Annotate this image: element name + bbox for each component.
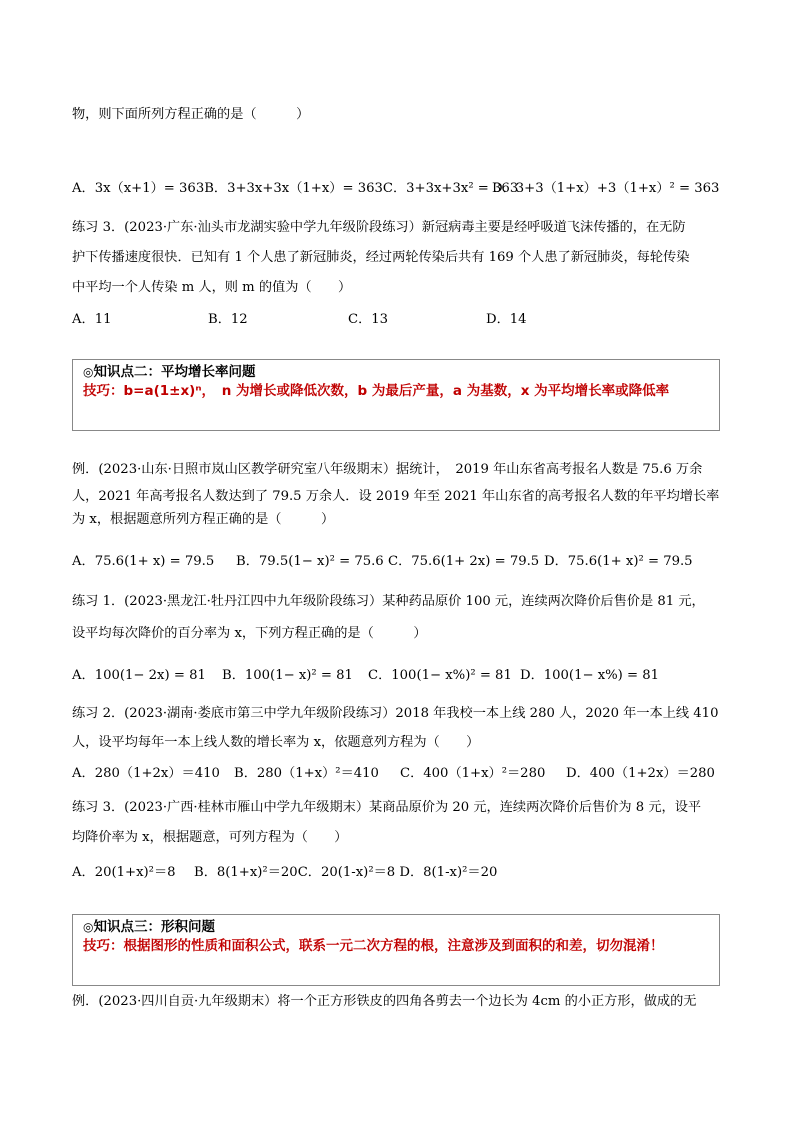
knowledge-heading: ◎知识点二：平均增长率问题	[83, 364, 256, 380]
exercise-3a-line-1: 练习 3．(2023·广东·汕头市龙湖实验中学九年级阶段练习）新冠病毒主要是经呼吸道飞沫传播的，在无防	[72, 220, 686, 235]
option-c: C．75.6(1+ 2x) = 79.5	[388, 554, 540, 569]
option-b: B．280（1+x）²＝410	[234, 766, 379, 781]
exercise-2-line-1: 练习 2．(2023·湖南·娄底市第三中学九年级阶段练习）2018 年我校一本上线 280 人，2020 年一本上线 410	[72, 706, 719, 721]
example-line-1: 例．(2023·山东·日照市岚山区教学研究室八年级期末）据统计， 2019 年山东省高考报名人数是 75.6 万余	[72, 462, 703, 477]
knowledge-box-2	[72, 359, 720, 431]
option-a: A．100(1− 2x) = 81	[72, 668, 206, 683]
circle-icon: ◎	[83, 365, 94, 379]
option-a: A．11	[72, 312, 112, 327]
option-d: D．100(1− x%) = 81	[520, 668, 660, 683]
tip-text: 技巧：根据图形的性质和面积公式，联系一元二次方程的根，注意涉及到面积的和差，切勿混淆！	[83, 938, 664, 954]
option-b-c-d: B．8(1+x)²＝20C．20(1-x)²＝8 D．8(1-x)²＝20	[194, 865, 498, 880]
knowledge-box-3	[72, 914, 720, 986]
option-c: C．100(1− x%)² = 81	[368, 668, 512, 683]
tip-text: 技巧：b=a(1±x)ⁿ， n 为增长或降低次数，b 为最后产量，a 为基数，x 为平均增长率或降低率	[83, 383, 670, 399]
option-d: D．400（1+2x）＝280	[566, 766, 715, 781]
exercise-1-line-1: 练习 1．(2023·黑龙江·牡丹江四中九年级阶段练习）某种药品原价 100 元，连续两次降价后售价是 81 元，	[72, 594, 705, 609]
option-b: B．79.5(1− x)² = 75.6	[236, 554, 384, 569]
knowledge-heading: ◎知识点三：形积问题	[83, 919, 215, 935]
option-a: A．75.6(1+ x) = 79.5	[72, 554, 215, 569]
option-d: D．14	[486, 312, 527, 327]
option-a: A．280（1+2x）＝410	[72, 766, 220, 781]
option-a: A．20(1+x)²＝8	[72, 865, 176, 880]
example-3-line-1: 例．(2023·四川自贡·九年级期末）将一个正方形铁皮的四角各剪去一个边长为 4cm 的小正方形，做成的无	[72, 994, 697, 1009]
exercise-3a-line-2: 护下传播速度很快．已知有 1 个人患了新冠肺炎，经过两轮传染后共有 169 个人患了新冠肺炎，每轮传染	[72, 250, 690, 265]
exercise-3a-line-3: 中平均一个人传染 m 人，则 m 的值为（ ）	[72, 280, 352, 295]
example-line-2: 人，2021 年高考报名人数达到了 79.5 万余人．设 2019 年至 2021 年山东省的高考报名人数的年平均增长率	[72, 489, 720, 504]
option-d: D．3+3（1+x）+3（1+x）² = 363	[492, 181, 720, 196]
circle-icon: ◎	[83, 920, 94, 934]
option-d: D．75.6(1+ x)² = 79.5	[544, 554, 693, 569]
exercise-3b-line-1: 练习 3．(2023·广西·桂林市雁山中学九年级期末）某商品原价为 20 元，连续两次降价后售价为 8 元，设平	[72, 800, 702, 815]
option-c: C．13	[348, 312, 389, 327]
option-b: B．12	[208, 312, 248, 327]
question-text: 物，则下面所列方程正确的是（ ）	[72, 107, 310, 122]
option-b: B．100(1− x)² = 81	[222, 668, 353, 683]
option-c: C．400（1+x）²＝280	[400, 766, 546, 781]
example-line-3: 为 x，根据题意所列方程正确的是（ ）	[72, 512, 335, 527]
exercise-1-line-2: 设平均每次降价的百分率为 x，下列方程正确的是（ ）	[72, 626, 427, 641]
option-a-b-c: A．3x（x+1）= 363B．3+3x+3x（1+x）= 363C．3+3x+3x² = 363	[72, 181, 519, 196]
exercise-2-line-2: 人，设平均每年一本上线人数的增长率为 x，依题意列方程为（ ）	[72, 735, 480, 750]
exercise-3b-line-2: 均降价率为 x，根据题意，可列方程为（ ）	[72, 830, 348, 845]
